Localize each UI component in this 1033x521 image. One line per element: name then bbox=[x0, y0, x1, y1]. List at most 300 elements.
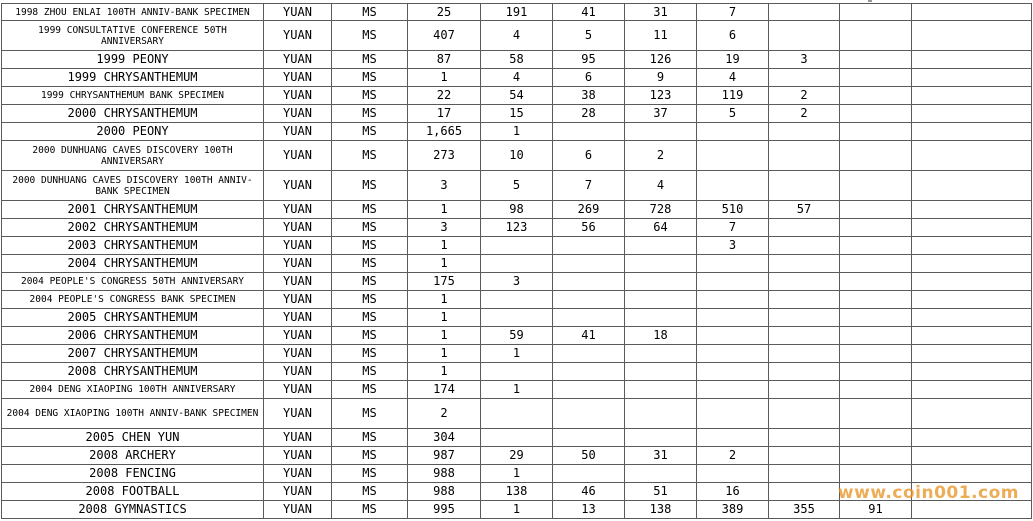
count-cell[interactable] bbox=[912, 123, 1032, 141]
currency-cell[interactable]: YUAN bbox=[264, 87, 332, 105]
count-cell[interactable]: 4 bbox=[481, 69, 553, 87]
count-cell[interactable] bbox=[912, 483, 1032, 501]
currency-cell[interactable]: YUAN bbox=[264, 171, 332, 201]
count-cell[interactable]: 5 bbox=[553, 21, 625, 51]
count-cell[interactable]: 11 bbox=[625, 21, 697, 51]
count-cell[interactable] bbox=[912, 273, 1032, 291]
grade-cell[interactable]: MS bbox=[332, 4, 408, 21]
count-cell[interactable] bbox=[840, 447, 912, 465]
grade-cell[interactable]: MS bbox=[332, 483, 408, 501]
currency-cell[interactable]: YUAN bbox=[264, 291, 332, 309]
count-cell[interactable]: 9 bbox=[625, 69, 697, 87]
count-cell[interactable] bbox=[769, 399, 840, 429]
coin-name-cell[interactable]: 1999 CHRYSANTHEMUM BANK SPECIMEN bbox=[2, 87, 264, 105]
count-cell[interactable] bbox=[912, 201, 1032, 219]
count-cell[interactable]: 6 bbox=[553, 141, 625, 171]
count-cell[interactable] bbox=[697, 345, 769, 363]
count-cell[interactable]: 4 bbox=[697, 69, 769, 87]
grade-cell[interactable]: MS bbox=[332, 273, 408, 291]
count-cell[interactable]: 407 bbox=[408, 21, 481, 51]
count-cell[interactable]: 987 bbox=[408, 447, 481, 465]
count-cell[interactable]: 273 bbox=[408, 141, 481, 171]
grade-cell[interactable]: MS bbox=[332, 21, 408, 51]
count-cell[interactable] bbox=[697, 327, 769, 345]
cell-mark bbox=[868, 0, 872, 2]
count-cell[interactable] bbox=[912, 171, 1032, 201]
table-row bbox=[2, 87, 1032, 105]
count-cell[interactable]: 1 bbox=[408, 69, 481, 87]
count-cell[interactable] bbox=[840, 483, 912, 501]
count-cell[interactable] bbox=[625, 255, 697, 273]
currency-cell[interactable]: YUAN bbox=[264, 327, 332, 345]
count-cell[interactable] bbox=[912, 141, 1032, 171]
grade-cell[interactable]: MS bbox=[332, 219, 408, 237]
coin-name-cell[interactable]: 2004 PEOPLE'S CONGRESS BANK SPECIMEN bbox=[2, 291, 264, 309]
count-cell[interactable] bbox=[840, 87, 912, 105]
count-cell[interactable] bbox=[840, 4, 912, 21]
count-cell[interactable] bbox=[769, 255, 840, 273]
count-cell[interactable] bbox=[840, 465, 912, 483]
count-cell[interactable] bbox=[912, 105, 1032, 123]
count-cell[interactable] bbox=[912, 309, 1032, 327]
count-cell[interactable] bbox=[481, 237, 553, 255]
count-cell[interactable] bbox=[769, 171, 840, 201]
count-cell[interactable] bbox=[553, 291, 625, 309]
count-cell[interactable]: 28 bbox=[553, 105, 625, 123]
count-cell[interactable]: 3 bbox=[769, 51, 840, 69]
count-cell[interactable]: 175 bbox=[408, 273, 481, 291]
count-cell[interactable] bbox=[697, 429, 769, 447]
coin-name-cell[interactable]: 2000 DUNHUANG CAVES DISCOVERY 100TH ANNIV-BANK SPECIMEN bbox=[2, 171, 264, 201]
count-cell[interactable]: 1 bbox=[408, 327, 481, 345]
count-cell[interactable] bbox=[625, 345, 697, 363]
count-cell[interactable] bbox=[912, 501, 1032, 519]
count-cell[interactable]: 95 bbox=[553, 51, 625, 69]
count-cell[interactable]: 2 bbox=[697, 447, 769, 465]
count-cell[interactable] bbox=[625, 399, 697, 429]
count-cell[interactable] bbox=[840, 399, 912, 429]
count-cell[interactable]: 31 bbox=[625, 4, 697, 21]
currency-cell[interactable]: YUAN bbox=[264, 429, 332, 447]
coin-name-cell[interactable]: 2004 CHRYSANTHEMUM bbox=[2, 255, 264, 273]
coin-name-cell[interactable]: 2008 FOOTBALL bbox=[2, 483, 264, 501]
count-cell[interactable]: 174 bbox=[408, 381, 481, 399]
count-cell[interactable]: 1 bbox=[408, 237, 481, 255]
count-cell[interactable]: 2 bbox=[769, 87, 840, 105]
grade-cell[interactable]: MS bbox=[332, 447, 408, 465]
grade-cell[interactable]: MS bbox=[332, 69, 408, 87]
table-row bbox=[2, 483, 1032, 501]
count-cell[interactable] bbox=[912, 399, 1032, 429]
count-cell[interactable]: 4 bbox=[625, 171, 697, 201]
count-cell[interactable] bbox=[840, 429, 912, 447]
count-cell[interactable] bbox=[553, 399, 625, 429]
count-cell[interactable] bbox=[769, 273, 840, 291]
count-cell[interactable] bbox=[769, 4, 840, 21]
count-cell[interactable]: 2 bbox=[625, 141, 697, 171]
count-cell[interactable]: 5 bbox=[481, 171, 553, 201]
count-cell[interactable] bbox=[481, 429, 553, 447]
count-cell[interactable]: 59 bbox=[481, 327, 553, 345]
grade-cell[interactable]: MS bbox=[332, 381, 408, 399]
count-cell[interactable]: 2 bbox=[769, 105, 840, 123]
count-cell[interactable]: 29 bbox=[481, 447, 553, 465]
count-cell[interactable] bbox=[625, 465, 697, 483]
count-cell[interactable]: 1 bbox=[408, 255, 481, 273]
coin-name-cell[interactable]: 2005 CHEN YUN bbox=[2, 429, 264, 447]
currency-cell[interactable]: YUAN bbox=[264, 447, 332, 465]
count-cell[interactable] bbox=[912, 429, 1032, 447]
grade-cell[interactable]: MS bbox=[332, 123, 408, 141]
count-cell[interactable]: 1 bbox=[481, 381, 553, 399]
currency-cell[interactable]: YUAN bbox=[264, 4, 332, 21]
count-cell[interactable] bbox=[912, 345, 1032, 363]
count-cell[interactable] bbox=[697, 171, 769, 201]
count-cell[interactable] bbox=[769, 219, 840, 237]
count-cell[interactable]: 1 bbox=[481, 345, 553, 363]
currency-cell[interactable]: YUAN bbox=[264, 69, 332, 87]
currency-cell[interactable]: YUAN bbox=[264, 201, 332, 219]
count-cell[interactable] bbox=[553, 123, 625, 141]
count-cell[interactable] bbox=[840, 273, 912, 291]
table-body bbox=[2, 4, 1032, 519]
count-cell[interactable] bbox=[625, 429, 697, 447]
count-cell[interactable] bbox=[912, 4, 1032, 21]
count-cell[interactable] bbox=[481, 291, 553, 309]
count-cell[interactable] bbox=[912, 291, 1032, 309]
grade-cell[interactable]: MS bbox=[332, 363, 408, 381]
coin-name-cell[interactable]: 2008 FENCING bbox=[2, 465, 264, 483]
count-cell[interactable] bbox=[769, 21, 840, 51]
count-cell[interactable] bbox=[553, 255, 625, 273]
grade-cell[interactable]: MS bbox=[332, 237, 408, 255]
count-cell[interactable] bbox=[625, 363, 697, 381]
count-cell[interactable]: 7 bbox=[697, 219, 769, 237]
count-cell[interactable]: 19 bbox=[697, 51, 769, 69]
count-cell[interactable] bbox=[769, 291, 840, 309]
count-cell[interactable] bbox=[553, 237, 625, 255]
table-row bbox=[2, 273, 1032, 291]
count-cell[interactable]: 91 bbox=[840, 501, 912, 519]
count-cell[interactable] bbox=[912, 219, 1032, 237]
coin-name-cell[interactable]: 2005 CHRYSANTHEMUM bbox=[2, 309, 264, 327]
count-cell[interactable] bbox=[769, 123, 840, 141]
count-cell[interactable] bbox=[912, 447, 1032, 465]
count-cell[interactable] bbox=[769, 345, 840, 363]
currency-cell[interactable]: YUAN bbox=[264, 483, 332, 501]
currency-cell[interactable]: YUAN bbox=[264, 309, 332, 327]
count-cell[interactable] bbox=[912, 69, 1032, 87]
count-cell[interactable]: 58 bbox=[481, 51, 553, 69]
coin-name-cell[interactable]: 2006 CHRYSANTHEMUM bbox=[2, 327, 264, 345]
coin-name-cell[interactable]: 2008 GYMNASTICS bbox=[2, 501, 264, 519]
table-row bbox=[2, 123, 1032, 141]
count-cell[interactable]: 17 bbox=[408, 105, 481, 123]
count-cell[interactable] bbox=[697, 399, 769, 429]
count-cell[interactable] bbox=[769, 483, 840, 501]
count-cell[interactable] bbox=[912, 21, 1032, 51]
count-cell[interactable]: 728 bbox=[625, 201, 697, 219]
count-cell[interactable] bbox=[912, 363, 1032, 381]
count-cell[interactable] bbox=[697, 141, 769, 171]
count-cell[interactable]: 1 bbox=[408, 363, 481, 381]
count-cell[interactable]: 119 bbox=[697, 87, 769, 105]
count-cell[interactable]: 988 bbox=[408, 483, 481, 501]
grade-cell[interactable]: MS bbox=[332, 309, 408, 327]
count-cell[interactable] bbox=[840, 69, 912, 87]
count-cell[interactable]: 7 bbox=[553, 171, 625, 201]
count-cell[interactable]: 10 bbox=[481, 141, 553, 171]
count-cell[interactable] bbox=[840, 255, 912, 273]
count-cell[interactable] bbox=[840, 309, 912, 327]
count-cell[interactable]: 2 bbox=[408, 399, 481, 429]
coin-name-cell[interactable]: 2008 CHRYSANTHEMUM bbox=[2, 363, 264, 381]
count-cell[interactable]: 50 bbox=[553, 447, 625, 465]
count-cell[interactable]: 87 bbox=[408, 51, 481, 69]
currency-cell[interactable]: YUAN bbox=[264, 273, 332, 291]
count-cell[interactable] bbox=[481, 363, 553, 381]
count-cell[interactable] bbox=[912, 87, 1032, 105]
count-cell[interactable]: 123 bbox=[625, 87, 697, 105]
count-cell[interactable]: 269 bbox=[553, 201, 625, 219]
count-cell[interactable]: 1,665 bbox=[408, 123, 481, 141]
count-cell[interactable]: 123 bbox=[481, 219, 553, 237]
count-cell[interactable]: 4 bbox=[481, 21, 553, 51]
count-cell[interactable] bbox=[625, 273, 697, 291]
count-cell[interactable] bbox=[840, 21, 912, 51]
coin-name-cell[interactable]: 1998 ZHOU ENLAI 100TH ANNIV-BANK SPECIMEN bbox=[2, 4, 264, 21]
currency-cell[interactable]: YUAN bbox=[264, 21, 332, 51]
count-cell[interactable] bbox=[912, 327, 1032, 345]
currency-cell[interactable]: YUAN bbox=[264, 123, 332, 141]
count-cell[interactable]: 1 bbox=[481, 465, 553, 483]
coin-name-cell[interactable]: 2003 CHRYSANTHEMUM bbox=[2, 237, 264, 255]
count-cell[interactable] bbox=[769, 309, 840, 327]
count-cell[interactable]: 389 bbox=[697, 501, 769, 519]
count-cell[interactable] bbox=[481, 399, 553, 429]
currency-cell[interactable]: YUAN bbox=[264, 381, 332, 399]
count-cell[interactable]: 98 bbox=[481, 201, 553, 219]
count-cell[interactable]: 64 bbox=[625, 219, 697, 237]
count-cell[interactable] bbox=[840, 201, 912, 219]
count-cell[interactable]: 57 bbox=[769, 201, 840, 219]
count-cell[interactable] bbox=[553, 363, 625, 381]
count-cell[interactable]: 988 bbox=[408, 465, 481, 483]
coin-name-cell[interactable]: 2008 ARCHERY bbox=[2, 447, 264, 465]
count-cell[interactable] bbox=[840, 363, 912, 381]
grade-cell[interactable]: MS bbox=[332, 429, 408, 447]
count-cell[interactable]: 6 bbox=[697, 21, 769, 51]
grade-cell[interactable]: MS bbox=[332, 171, 408, 201]
table-row bbox=[2, 381, 1032, 399]
count-cell[interactable] bbox=[697, 273, 769, 291]
count-cell[interactable] bbox=[625, 123, 697, 141]
coin-name-cell[interactable]: 1999 CONSULTATIVE CONFERENCE 50TH ANNIVERSARY bbox=[2, 21, 264, 51]
count-cell[interactable]: 18 bbox=[625, 327, 697, 345]
count-cell[interactable]: 46 bbox=[553, 483, 625, 501]
count-cell[interactable] bbox=[481, 255, 553, 273]
count-cell[interactable] bbox=[553, 345, 625, 363]
count-cell[interactable]: 304 bbox=[408, 429, 481, 447]
count-cell[interactable]: 54 bbox=[481, 87, 553, 105]
currency-cell[interactable]: YUAN bbox=[264, 105, 332, 123]
count-cell[interactable] bbox=[912, 237, 1032, 255]
coin-name-cell[interactable]: 2000 PEONY bbox=[2, 123, 264, 141]
table-row bbox=[2, 105, 1032, 123]
count-cell[interactable] bbox=[840, 237, 912, 255]
coin-name-cell[interactable]: 1999 PEONY bbox=[2, 51, 264, 69]
grade-cell[interactable]: MS bbox=[332, 87, 408, 105]
count-cell[interactable]: 25 bbox=[408, 4, 481, 21]
count-cell[interactable] bbox=[697, 309, 769, 327]
grade-cell[interactable]: MS bbox=[332, 141, 408, 171]
table-row bbox=[2, 363, 1032, 381]
count-cell[interactable]: 16 bbox=[697, 483, 769, 501]
currency-cell[interactable]: YUAN bbox=[264, 501, 332, 519]
count-cell[interactable]: 126 bbox=[625, 51, 697, 69]
grade-cell[interactable]: MS bbox=[332, 201, 408, 219]
count-cell[interactable] bbox=[912, 381, 1032, 399]
count-cell[interactable] bbox=[553, 429, 625, 447]
count-cell[interactable] bbox=[697, 291, 769, 309]
coin-name-cell[interactable]: 2004 DENG XIAOPING 100TH ANNIV-BANK SPECIMEN bbox=[2, 399, 264, 429]
currency-cell[interactable]: YUAN bbox=[264, 399, 332, 429]
count-cell[interactable]: 56 bbox=[553, 219, 625, 237]
currency-cell[interactable]: YUAN bbox=[264, 363, 332, 381]
count-cell[interactable] bbox=[840, 171, 912, 201]
count-cell[interactable]: 510 bbox=[697, 201, 769, 219]
count-cell[interactable]: 15 bbox=[481, 105, 553, 123]
table-row bbox=[2, 309, 1032, 327]
count-cell[interactable]: 1 bbox=[408, 201, 481, 219]
count-cell[interactable]: 355 bbox=[769, 501, 840, 519]
count-cell[interactable]: 1 bbox=[408, 309, 481, 327]
count-cell[interactable]: 38 bbox=[553, 87, 625, 105]
count-cell[interactable]: 6 bbox=[553, 69, 625, 87]
count-cell[interactable]: 3 bbox=[408, 219, 481, 237]
count-cell[interactable] bbox=[769, 141, 840, 171]
grade-cell[interactable]: MS bbox=[332, 465, 408, 483]
count-cell[interactable] bbox=[769, 447, 840, 465]
coin-name-cell[interactable]: 2002 CHRYSANTHEMUM bbox=[2, 219, 264, 237]
count-cell[interactable] bbox=[840, 141, 912, 171]
count-cell[interactable]: 138 bbox=[625, 501, 697, 519]
count-cell[interactable]: 3 bbox=[481, 273, 553, 291]
count-cell[interactable]: 138 bbox=[481, 483, 553, 501]
count-cell[interactable] bbox=[769, 381, 840, 399]
count-cell[interactable]: 3 bbox=[697, 237, 769, 255]
count-cell[interactable]: 41 bbox=[553, 4, 625, 21]
count-cell[interactable] bbox=[769, 429, 840, 447]
count-cell[interactable]: 1 bbox=[481, 123, 553, 141]
table-row bbox=[2, 69, 1032, 87]
table-row bbox=[2, 21, 1032, 51]
count-cell[interactable]: 3 bbox=[408, 171, 481, 201]
table-row bbox=[2, 237, 1032, 255]
grade-cell[interactable]: MS bbox=[332, 255, 408, 273]
count-cell[interactable] bbox=[912, 51, 1032, 69]
coin-name-cell[interactable]: 2000 DUNHUANG CAVES DISCOVERY 100TH ANNIVERSARY bbox=[2, 141, 264, 171]
currency-cell[interactable]: YUAN bbox=[264, 255, 332, 273]
count-cell[interactable] bbox=[840, 381, 912, 399]
coin-name-cell[interactable]: 2004 PEOPLE'S CONGRESS 50TH ANNIVERSARY bbox=[2, 273, 264, 291]
grade-cell[interactable]: MS bbox=[332, 327, 408, 345]
count-cell[interactable] bbox=[769, 465, 840, 483]
grade-cell[interactable]: MS bbox=[332, 501, 408, 519]
count-cell[interactable] bbox=[840, 219, 912, 237]
count-cell[interactable] bbox=[840, 291, 912, 309]
table-row bbox=[2, 255, 1032, 273]
count-cell[interactable]: 5 bbox=[697, 105, 769, 123]
count-cell[interactable] bbox=[697, 255, 769, 273]
grade-cell[interactable]: MS bbox=[332, 345, 408, 363]
currency-cell[interactable]: YUAN bbox=[264, 141, 332, 171]
count-cell[interactable] bbox=[553, 273, 625, 291]
currency-cell[interactable]: YUAN bbox=[264, 465, 332, 483]
count-cell[interactable] bbox=[697, 465, 769, 483]
count-cell[interactable] bbox=[912, 465, 1032, 483]
count-cell[interactable]: 191 bbox=[481, 4, 553, 21]
coin-name-cell[interactable]: 1999 CHRYSANTHEMUM bbox=[2, 69, 264, 87]
count-cell[interactable]: 41 bbox=[553, 327, 625, 345]
count-cell[interactable] bbox=[840, 123, 912, 141]
count-cell[interactable]: 1 bbox=[408, 291, 481, 309]
grade-cell[interactable]: MS bbox=[332, 105, 408, 123]
currency-cell[interactable]: YUAN bbox=[264, 219, 332, 237]
coin-name-cell[interactable]: 2000 CHRYSANTHEMUM bbox=[2, 105, 264, 123]
count-cell[interactable]: 1 bbox=[408, 345, 481, 363]
count-cell[interactable] bbox=[697, 363, 769, 381]
count-cell[interactable] bbox=[912, 255, 1032, 273]
coin-name-cell[interactable]: 2004 DENG XIAOPING 100TH ANNIVERSARY bbox=[2, 381, 264, 399]
count-cell[interactable] bbox=[553, 465, 625, 483]
count-cell[interactable] bbox=[625, 237, 697, 255]
count-cell[interactable]: 13 bbox=[553, 501, 625, 519]
count-cell[interactable] bbox=[697, 381, 769, 399]
currency-cell[interactable]: YUAN bbox=[264, 237, 332, 255]
count-cell[interactable] bbox=[840, 345, 912, 363]
count-cell[interactable] bbox=[481, 309, 553, 327]
grade-cell[interactable]: MS bbox=[332, 291, 408, 309]
currency-cell[interactable]: YUAN bbox=[264, 51, 332, 69]
count-cell[interactable]: 22 bbox=[408, 87, 481, 105]
coin-name-cell[interactable]: 2001 CHRYSANTHEMUM bbox=[2, 201, 264, 219]
currency-cell[interactable]: YUAN bbox=[264, 345, 332, 363]
count-cell[interactable] bbox=[625, 381, 697, 399]
count-cell[interactable] bbox=[625, 291, 697, 309]
count-cell[interactable] bbox=[625, 309, 697, 327]
count-cell[interactable]: 1 bbox=[481, 501, 553, 519]
count-cell[interactable] bbox=[840, 105, 912, 123]
count-cell[interactable] bbox=[769, 237, 840, 255]
count-cell[interactable]: 31 bbox=[625, 447, 697, 465]
count-cell[interactable] bbox=[697, 123, 769, 141]
coin-name-cell[interactable]: 2007 CHRYSANTHEMUM bbox=[2, 345, 264, 363]
count-cell[interactable] bbox=[769, 363, 840, 381]
count-cell[interactable]: 995 bbox=[408, 501, 481, 519]
count-cell[interactable]: 7 bbox=[697, 4, 769, 21]
count-cell[interactable] bbox=[769, 327, 840, 345]
count-cell[interactable] bbox=[769, 69, 840, 87]
count-cell[interactable]: 37 bbox=[625, 105, 697, 123]
grade-cell[interactable]: MS bbox=[332, 399, 408, 429]
grade-cell[interactable]: MS bbox=[332, 51, 408, 69]
count-cell[interactable] bbox=[553, 309, 625, 327]
count-cell[interactable] bbox=[840, 51, 912, 69]
count-cell[interactable] bbox=[840, 327, 912, 345]
count-cell[interactable] bbox=[553, 381, 625, 399]
count-cell[interactable]: 51 bbox=[625, 483, 697, 501]
